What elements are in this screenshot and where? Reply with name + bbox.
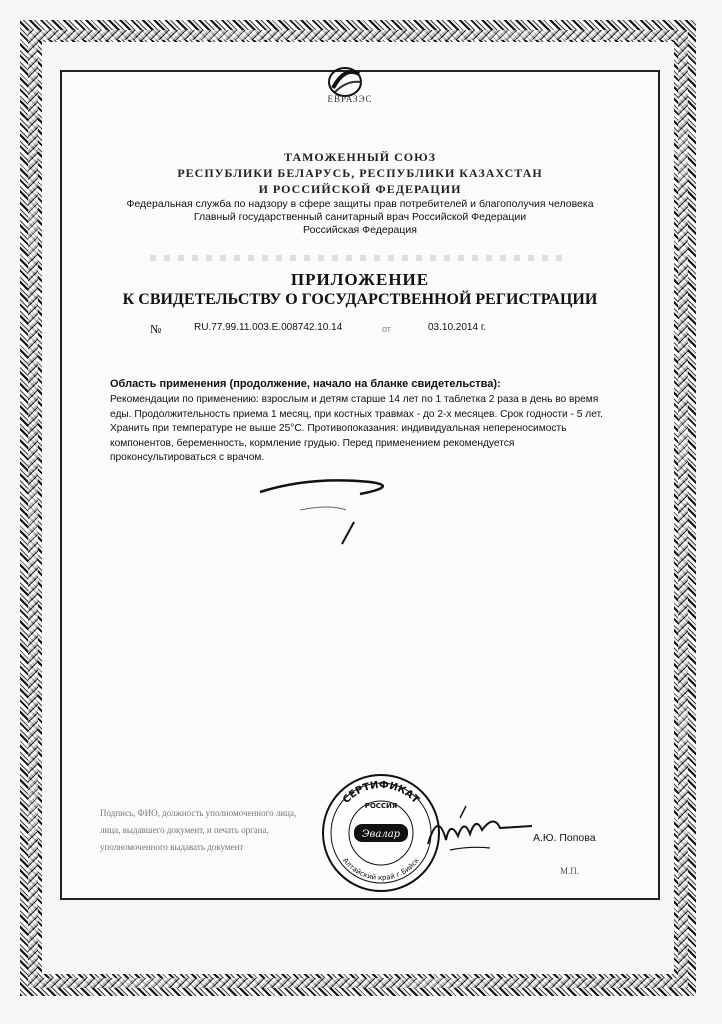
handwritten-mark (250, 470, 410, 560)
registration-date: 03.10.2014 г. (428, 322, 487, 333)
stamp-place-mark: М.П. (560, 866, 580, 876)
faint-print-line (150, 255, 570, 261)
signatory-caption-line-2: лица, выдавшего документ, и печать органа, (100, 825, 269, 835)
seal-ring-text: СЕРТИФИКАТ (340, 779, 422, 806)
seal-top-text: РОССИЯ (364, 802, 398, 810)
header-line-3: И РОССИЙСКОЙ ФЕДЕРАЦИИ (258, 182, 462, 196)
header-official: Главный государственный санитарный врач Российской Федерации (193, 211, 527, 223)
scope-text: Рекомендации по применению: взрослым и детям старше 14 лет по 1 таблетка 2 раза в день во время еды. Продолжительность приема 1 месяц, при костных травмах - до 2-х месяцев. Срок годности - 5 лет. Хранить при температуре не выше 25°С. Противопоказания: индивидуальная непереносимость компонентов, беременность, кормление грудью. Перед применением рекомендуется проконсультироваться с врачом. (110, 394, 603, 463)
header-agency: Федеральная служба по надзору в сфере защиты прав потребителей и благополучия человека (126, 198, 594, 210)
signatory-name: А.Ю. Попова (533, 832, 596, 844)
scope-heading: Область применения (продолжение, начало на бланке свидетельства): (110, 378, 501, 390)
document-title: ПРИЛОЖЕНИЕ (290, 270, 430, 289)
signatory-caption-line-1: Подпись, ФИО, должность уполномоченного лица, (100, 808, 297, 818)
number-label: № (150, 322, 162, 336)
header-line-2: РЕСПУБЛИКИ БЕЛАРУСЬ, РЕСПУБЛИКИ КАЗАХСТАН (177, 166, 543, 180)
date-label: от (382, 324, 391, 334)
document-subtitle: К СВИДЕТЕЛЬСТВУ О ГОСУДАРСТВЕННОЙ РЕГИСТРАЦИИ (122, 291, 598, 308)
seal-brand-text: Эвалар (361, 829, 401, 840)
signatory-caption-line-3: уполномоченного выдавать документ (100, 842, 244, 852)
header-line-1: ТАМОЖЕННЫЙ СОЮЗ (284, 150, 436, 164)
signatory-caption (100, 805, 330, 856)
header-country: Российская Федерация (303, 224, 417, 236)
seal-bottom-text: Алтайский край г.Бийск (341, 856, 421, 883)
signature (420, 800, 540, 860)
emblem-caption: ЕВРАЗЭС (327, 94, 373, 104)
registration-number: RU.77.99.11.003.E.008742.10.14 (194, 322, 343, 333)
registration-line (150, 320, 580, 344)
